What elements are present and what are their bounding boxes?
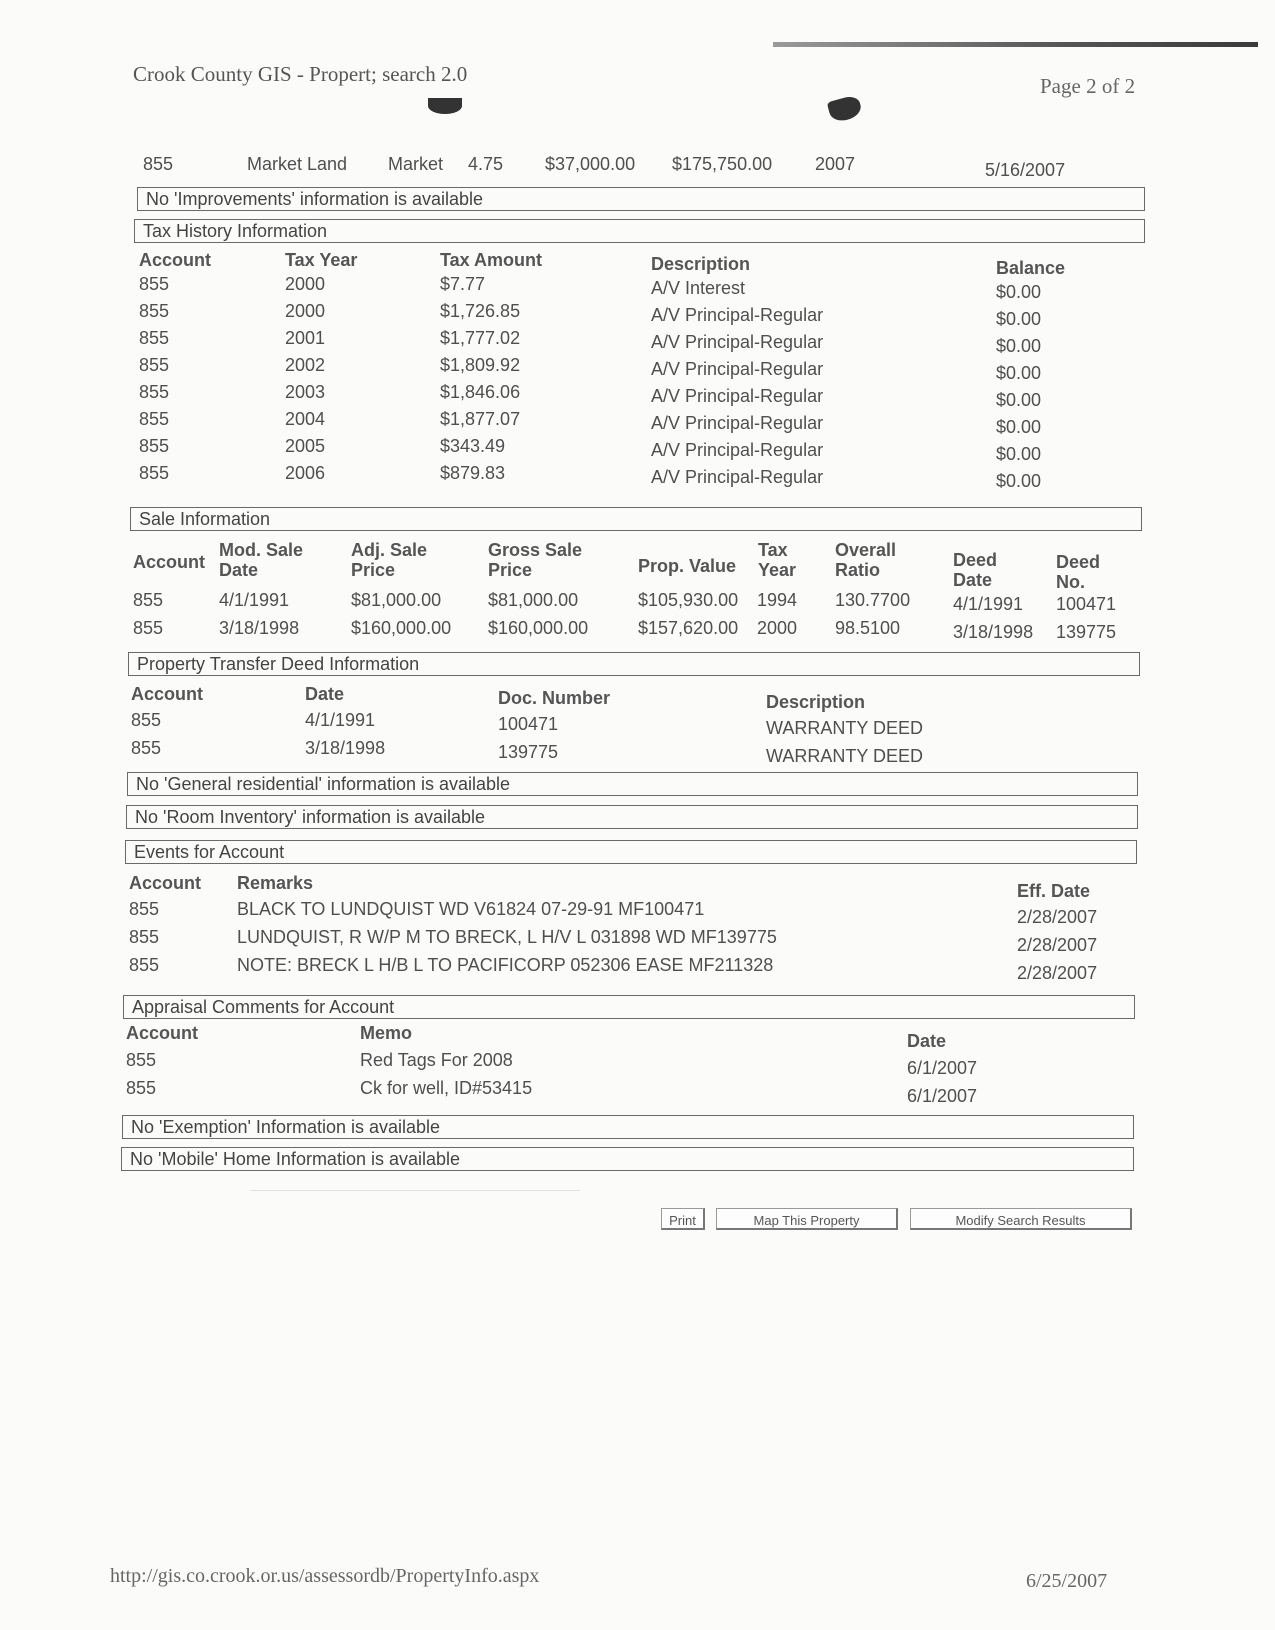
event-row-cell: 855 [129,955,160,975]
event-row-cell: BLACK TO LUNDQUIST WD V61824 07-29-91 MF100471 [237,899,705,919]
tax-history-row-cell: $343.49 [440,436,506,456]
sale-info-row-cell: 4/1/1991 [953,594,1024,614]
divider [250,1190,580,1191]
sale-info-row-cell: 2000 [757,618,798,638]
sale-info-row-cell: 100471 [1056,594,1117,614]
sale-info-row-cell: $81,000.00 [488,590,579,610]
tax-history-row-cell: $1,877.07 [440,409,521,429]
tax-history-row-cell: $0.00 [996,390,1042,410]
sale-info-row-cell: 130.7700 [835,590,911,610]
event-row-cell: LUNDQUIST, R W/P M TO BRECK, L H/V L 031898 WD MF139775 [237,927,777,947]
land-acres: 4.75 [468,154,504,174]
sale-info-row-cell: 3/18/1998 [219,618,300,638]
deed-info-row-cell: WARRANTY DEED [766,718,924,738]
tax-history-row-cell: 855 [139,436,170,456]
appraisal-row-cell: 855 [126,1050,157,1070]
tax-history-row-cell: A/V Principal-Regular [651,386,824,406]
appraisal-row-cell: Ck for well, ID#53415 [360,1078,533,1098]
tax-history-row-cell: A/V Principal-Regular [651,467,824,487]
no-room-inventory-notice: No 'Room Inventory' information is available [126,805,1138,829]
deed-info-row-cell: 3/18/1998 [305,738,386,758]
sale-info-row-cell: 855 [133,618,164,638]
tax-history-row-cell: 855 [139,301,170,321]
no-general-residential-notice: No 'General residential' information is available [127,772,1138,796]
tax-history-row-cell: A/V Principal-Regular [651,305,824,325]
modify-search-results-button[interactable]: Modify Search Results [910,1208,1132,1230]
event-row-cell: NOTE: BRECK L H/B L TO PACIFICORP 052306 EASE MF211328 [237,955,774,975]
events-title: Events for Account [125,840,1137,864]
sale-info-row-cell: $105,930.00 [638,590,739,610]
appraisal-row-cell: 6/1/2007 [907,1086,978,1106]
tax-history-row-cell: $1,726.85 [440,301,521,321]
tax-history-row-cell: $0.00 [996,417,1042,437]
sale-info-row-cell: $160,000.00 [488,618,589,638]
tax-history-row-cell: A/V Principal-Regular [651,332,824,352]
appraisal-row-cell: 855 [126,1078,157,1098]
sale-info-row-cell: 4/1/1991 [219,590,290,610]
deed-info-title: Property Transfer Deed Information [128,652,1140,676]
deed-info-row-cell: 855 [131,710,162,730]
land-method: Market [388,154,444,174]
land-date: 5/16/2007 [985,160,1066,180]
map-this-property-button[interactable]: Map This Property [716,1208,898,1230]
deed-info-row-cell: 100471 [498,714,559,734]
event-row-cell: 2/28/2007 [1017,907,1098,927]
no-mobile-home-notice: No 'Mobile' Home Information is available [121,1147,1134,1171]
tax-history-row-cell: A/V Principal-Regular [651,440,824,460]
tax-history-row-cell: 2002 [285,355,326,375]
tax-history-row-cell: 2000 [285,274,326,294]
land-market-value: $175,750.00 [672,154,773,174]
land-type: Market Land [247,154,348,174]
sale-info-row-cell: $157,620.00 [638,618,739,638]
sale-info-row-cell: 1994 [757,590,798,610]
tax-history-row-cell: $0.00 [996,336,1042,356]
tax-history-row-cell: 855 [139,382,170,402]
sale-info-row-cell: $160,000.00 [351,618,452,638]
deed-info-row-cell: 855 [131,738,162,758]
sale-info-title: Sale Information [130,507,1142,531]
scan-mark-icon [827,94,864,124]
tax-history-row-cell: A/V Principal-Regular [651,413,824,433]
tax-history-row-cell: 2001 [285,328,326,348]
tax-history-row-cell: 2000 [285,301,326,321]
tax-history-row-cell: $0.00 [996,282,1042,302]
event-row-cell: 2/28/2007 [1017,963,1098,983]
deed-info-row-cell: 4/1/1991 [305,710,376,730]
appraisal-row-cell: Red Tags For 2008 [360,1050,513,1070]
tax-history-title: Tax History Information [134,219,1145,243]
tax-history-row-cell: $1,809.92 [440,355,521,375]
print-button[interactable]: Print [661,1208,705,1230]
tax-history-row-cell: $0.00 [996,471,1042,491]
scan-top-bar [773,42,1258,47]
tax-history-row-cell: 2006 [285,463,326,483]
tax-history-row-cell: 2004 [285,409,326,429]
page-number: Page 2 of 2 [1040,74,1136,98]
tax-history-row-cell: A/V Principal-Regular [651,359,824,379]
tax-history-row-cell: $0.00 [996,309,1042,329]
sale-info-row-cell: 139775 [1056,622,1117,642]
tax-history-row-cell: 855 [139,355,170,375]
sale-info-row-cell: 855 [133,590,164,610]
scan-mark-icon [428,98,462,114]
footer-date: 6/25/2007 [1026,1570,1108,1592]
appraisal-comments-title: Appraisal Comments for Account [123,995,1135,1019]
page-title: Crook County GIS - Propert; search 2.0 [133,62,468,86]
event-row-cell: 2/28/2007 [1017,935,1098,955]
footer-url: http://gis.co.crook.or.us/assessordb/PropertyInfo.aspx [110,1565,540,1587]
tax-history-row-cell: $1,846.06 [440,382,521,402]
tax-history-row-cell: 855 [139,409,170,429]
tax-history-row-cell: $0.00 [996,363,1042,383]
deed-info-row-cell: 139775 [498,742,559,762]
sale-info-row-cell: 3/18/1998 [953,622,1034,642]
tax-history-row-cell: $0.00 [996,444,1042,464]
tax-history-row-cell: A/V Interest [651,278,746,298]
event-row-cell: 855 [129,899,160,919]
tax-history-row-cell: 855 [139,328,170,348]
appraisal-row-cell: 6/1/2007 [907,1058,978,1078]
tax-history-row-cell: 2005 [285,436,326,456]
no-exemption-notice: No 'Exemption' Information is available [122,1115,1134,1139]
tax-history-row-cell: $879.83 [440,463,506,483]
tax-history-row-cell: 2003 [285,382,326,402]
tax-history-row-cell: 855 [139,463,170,483]
tax-history-row-cell: $1,777.02 [440,328,521,348]
tax-history-row-cell: $7.77 [440,274,486,294]
land-year: 2007 [815,154,856,174]
land-value: $37,000.00 [545,154,636,174]
event-row-cell: 855 [129,927,160,947]
sale-info-row-cell: $81,000.00 [351,590,442,610]
tax-history-row-cell: 855 [139,274,170,294]
land-account: 855 [143,154,174,174]
deed-info-row-cell: WARRANTY DEED [766,746,924,766]
no-improvements-notice: No 'Improvements' information is available [137,187,1145,211]
sale-info-row-cell: 98.5100 [835,618,901,638]
